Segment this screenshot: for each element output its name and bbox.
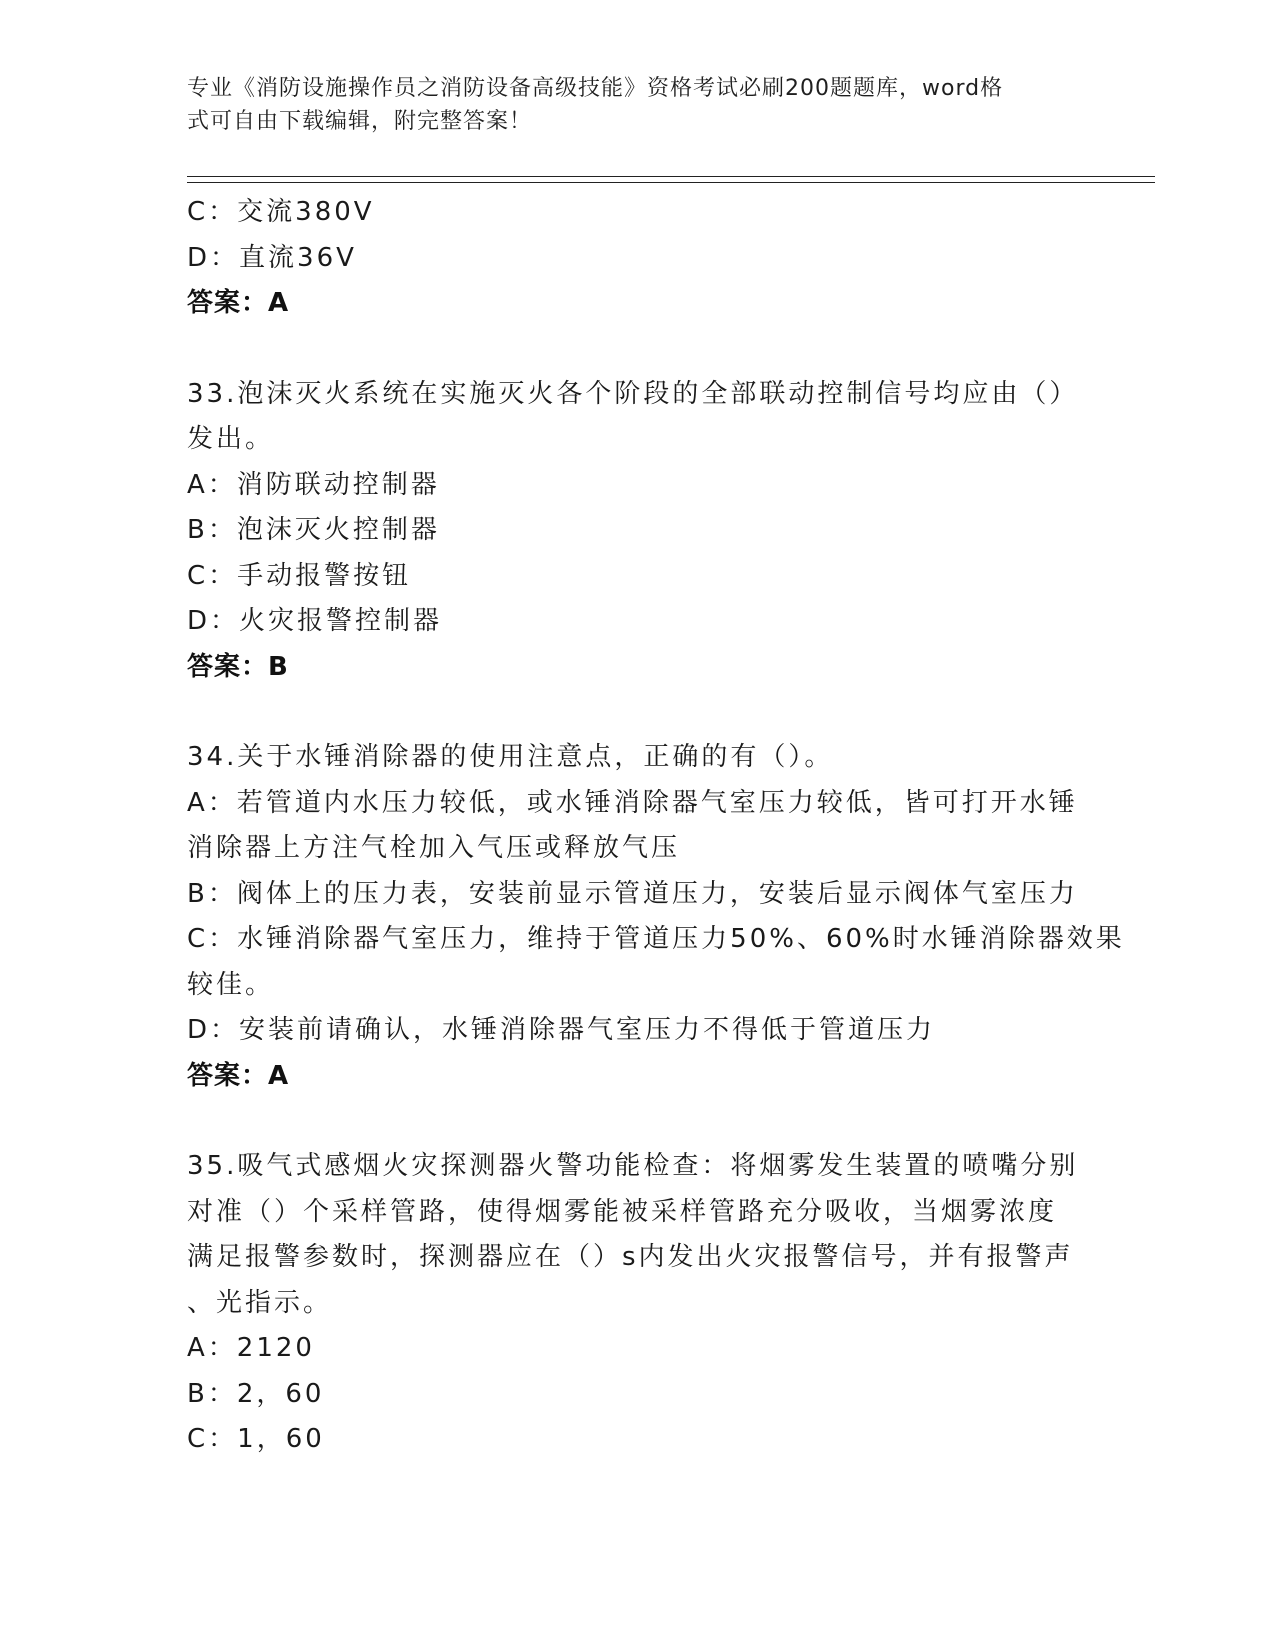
header-line-2: 式可自由下载编辑，附完整答案！ bbox=[187, 109, 533, 134]
q34-option-a-line-2: 消除器上方注气栓加入气压或释放气压 bbox=[187, 833, 681, 863]
q35-option-c: C：1，60 bbox=[187, 1424, 325, 1454]
q35-stem-line-4: 、光指示。 bbox=[187, 1287, 333, 1318]
q35-stem-line-2: 对准（）个采样管路，使得烟雾能被采样管路充分吸收，当烟雾浓度 bbox=[187, 1196, 1058, 1227]
q32-option-d: D：直流36V bbox=[187, 242, 357, 273]
question-35 bbox=[187, 1144, 1087, 1463]
q35-option-b: B：2，60 bbox=[187, 1378, 325, 1409]
q33-answer: 答案：B bbox=[187, 651, 289, 682]
q33-option-a: A：消防联动控制器 bbox=[187, 469, 440, 500]
header-rule-top bbox=[187, 176, 1155, 177]
q33-stem-line-1: 33.泡沫灭火系统在实施灭火各个阶段的全部联动控制信号均应由（） bbox=[187, 378, 1079, 409]
q34-option-a-line-1: A：若管道内水压力较低，或水锤消除器气室压力较低，皆可打开水锤 bbox=[187, 787, 1078, 818]
question-32-tail bbox=[187, 190, 1087, 327]
header-rule-bottom bbox=[187, 182, 1155, 183]
q32-option-c: C：交流380V bbox=[187, 197, 375, 227]
q34-option-d: D：安装前请确认，水锤消除器气室压力不得低于管道压力 bbox=[187, 1015, 936, 1045]
q34-option-c-line-2: 较佳。 bbox=[187, 969, 275, 1000]
q34-option-c-line-1: C：水锤消除器气室压力，维持于管道压力50%、60%时水锤消除器效果 bbox=[187, 924, 1125, 954]
q35-stem-line-1: 35.吸气式感烟火灾探测器火警功能检查：将烟雾发生装置的喷嘴分别 bbox=[187, 1151, 1079, 1181]
spacer bbox=[187, 1099, 1087, 1144]
question-34 bbox=[187, 735, 1125, 1099]
spacer bbox=[187, 327, 1087, 372]
spacer bbox=[187, 690, 1087, 735]
question-33 bbox=[187, 372, 1087, 691]
q33-stem-line-2: 发出。 bbox=[187, 424, 275, 454]
q32-answer: 答案：A bbox=[187, 288, 290, 318]
header-line-1: 专业《消防设施操作员之消防设备高级技能》资格考试必刷200题题库，word格 bbox=[187, 76, 1004, 101]
q33-option-b: B：泡沫灭火控制器 bbox=[187, 515, 440, 545]
q34-stem-line-1: 34.关于水锤消除器的使用注意点，正确的有（）。 bbox=[187, 742, 834, 772]
q33-option-d: D：火灾报警控制器 bbox=[187, 606, 443, 636]
question-content bbox=[187, 190, 1125, 1463]
q34-option-b: B：阀体上的压力表，安装前显示管道压力，安装后显示阀体气室压力 bbox=[187, 878, 1078, 909]
q35-stem-line-3: 满足报警参数时，探测器应在（）s内发出火灾报警信号，并有报警声 bbox=[187, 1242, 1074, 1272]
q35-option-a: A：2120 bbox=[187, 1333, 315, 1363]
document-header bbox=[187, 72, 1087, 138]
q34-answer: 答案：A bbox=[187, 1060, 290, 1091]
q33-option-c: C：手动报警按钮 bbox=[187, 560, 412, 591]
